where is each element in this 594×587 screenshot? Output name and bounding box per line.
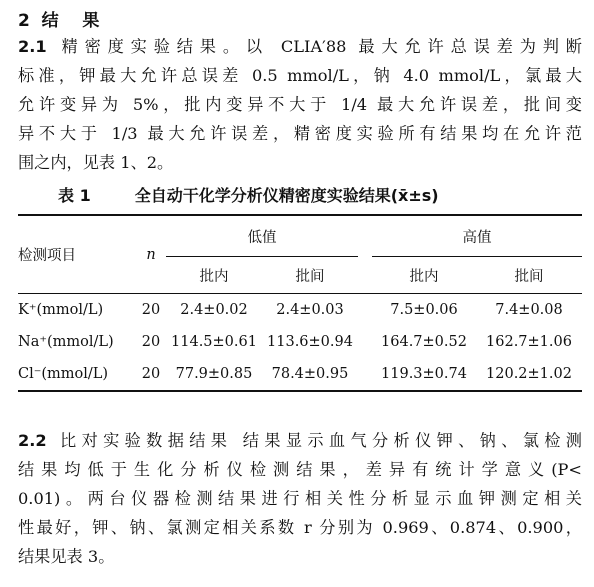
- cell-high-between: 120.2±1.02: [476, 358, 582, 391]
- table-caption: [58, 183, 578, 206]
- paragraph-line: 围之内，见表 1、2。: [18, 153, 174, 172]
- col-header-low: 低值: [166, 215, 358, 257]
- cell-low-between: 78.4±0.95: [262, 358, 358, 391]
- cell-low-within: 2.4±0.02: [166, 294, 262, 327]
- col-header-n: n: [136, 215, 166, 294]
- paragraph-line: 允许变异为 5%，批内变异不大于 1/4 最大允许误差，批间变: [18, 95, 582, 114]
- col-header-high-within: 批内: [409, 268, 439, 285]
- cell-n: 20: [136, 358, 166, 391]
- paragraph-line: 2.2 比对实验数据结果 结果显示血气分析仪钾、钠、氯检测: [18, 431, 582, 450]
- cell-item: Na⁺(mmol/L): [18, 334, 114, 350]
- cell-n: 20: [136, 294, 166, 327]
- section-heading: 2 结 果: [18, 11, 100, 31]
- cell-high-within: 119.3±0.74: [372, 358, 476, 391]
- paragraph-line: 结果见表 3。: [18, 547, 115, 566]
- paragraph-line: 标准，钾最大允许总误差 0.5 mmol/L，钠 4.0 mmol/L，氯最大: [18, 66, 582, 85]
- paragraph-2-1: [18, 32, 582, 177]
- cell-high-within: 7.5±0.06: [372, 294, 476, 327]
- paragraph-number: 2.2: [18, 431, 47, 450]
- paragraph-line: 异不大于 1/3 最大允许误差，精密度实验所有结果均在允许范: [18, 124, 582, 143]
- paragraph-number: 2.1: [18, 37, 47, 56]
- col-header-item: 检测项目: [18, 215, 136, 294]
- paragraph-line: 性最好，钾、钠、氯测定相关系数 r 分别为 0.969、0.874、0.900，: [18, 518, 582, 537]
- table-number: 表 1: [58, 186, 91, 205]
- col-header-low-within: 批内: [199, 268, 229, 285]
- cell-high-between: 7.4±0.08: [476, 294, 582, 327]
- precision-table: [18, 214, 582, 392]
- col-header-high-between: 批间: [514, 268, 544, 285]
- col-header-low-between: 批间: [295, 268, 325, 285]
- table-row: [18, 326, 582, 358]
- paragraph-2-2: [18, 426, 582, 571]
- table-row: [18, 294, 582, 327]
- cell-n: 20: [141, 334, 161, 350]
- cell-item: K⁺(mmol/L): [18, 294, 136, 327]
- cell-low-between: 113.6±0.94: [267, 334, 353, 350]
- cell-low-within: 77.9±0.85: [166, 358, 262, 391]
- table-row: [18, 358, 582, 391]
- col-gap: [358, 257, 372, 294]
- cell-high-between: 162.7±1.06: [486, 334, 572, 350]
- col-gap: [358, 215, 372, 257]
- col-header-high: 高值: [372, 215, 582, 257]
- cell-high-within: 164.7±0.52: [381, 334, 467, 350]
- cell-low-within: 114.5±0.61: [171, 334, 257, 350]
- paragraph-line: 结果均低于生化分析仪检测结果，差异有统计学意义(P<: [18, 460, 582, 479]
- paragraph-line: 2.1 精密度实验结果。以 CLIA′88 最大允许总误差为判断: [18, 37, 582, 56]
- cell-low-between: 2.4±0.03: [262, 294, 358, 327]
- paragraph-line: 0.01)。两台仪器检测结果进行相关性分析显示血钾测定相关: [18, 489, 582, 508]
- cell-item: Cl⁻(mmol/L): [18, 358, 136, 391]
- table-title: 全自动干化学分析仪精密度实验结果(x̄±s): [134, 186, 439, 205]
